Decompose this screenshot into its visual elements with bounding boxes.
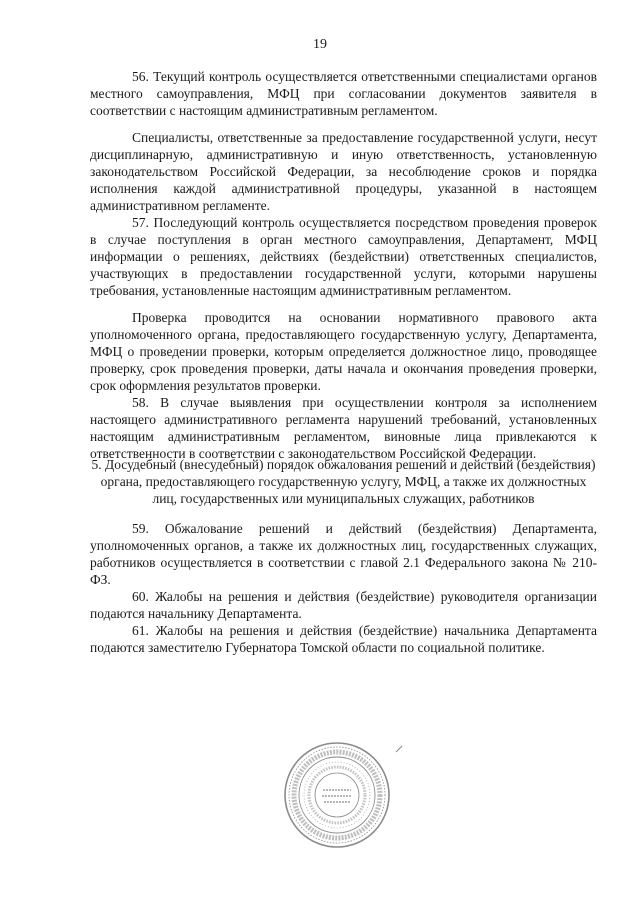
paragraph-57: 57. Последующий контроль осуществляется посредством проведения проверок в случае поступления в орган местного самоуправления, Департамент, МФЦ информации о решениях, действиях (бездействии) ответственных специалистов, участвующих в предоставлении государственной услуги, которыми нарушены требования, установленные настоящим административным регламентом. xyxy=(90,215,597,298)
paragraph-58: 58. В случае выявления при осуществлении контроля за исполнением настоящего административного регламента нарушений требований, установленных настоящим административным регламентом, виновные лица привлекаются к ответственности в соответствии с законодательством Российской Федерации. xyxy=(90,395,597,461)
page-number: 19 xyxy=(313,37,327,52)
paragraph-56: 56. Текущий контроль осуществляется ответственными специалистами органов местного самоуправления, МФЦ при согласовании документов заявителя в соответствии с настоящим административным регламентом. xyxy=(90,69,597,118)
section-heading: 5. Досудебный (внесудебный) порядок обжалования решений и действий (бездействия) органа, предоставляющего государственную услугу, МФЦ, а также их должностных лиц, государственных или муниципальных служащих, работников xyxy=(91,457,596,506)
paragraph-61: 61. Жалобы на решения и действия (бездействие) начальника Департамента подаются заместителю Губернатора Томской области по социальной политике. xyxy=(90,623,597,655)
ink-mark-icon xyxy=(394,744,404,754)
seal-stamp-icon xyxy=(282,740,392,850)
paragraph-inspection: Проверка проводится на основании нормативного правового акта уполномоченного органа, предоставляющего государственную услугу, Департамента, МФЦ о проведении проверки, которым определяется должностное лицо, проводящее проверку, срок проведения проверки, даты начала и окончания проведения проверки, срок оформления результатов проверки. xyxy=(90,310,597,393)
text-block-top xyxy=(90,68,597,462)
text-block-bottom xyxy=(90,520,597,656)
paragraph-60: 60. Жалобы на решения и действия (бездействие) руководителя организации подаются начальнику Департамента. xyxy=(90,589,597,621)
paragraph-specialists: Специалисты, ответственные за предоставление государственной услуги, несут дисциплинарную, административную и иную ответственность, установленную законодательством Российской Федерации, за несоблюдение сроков и порядка исполнения каждой административной процедуры, указанной в настоящем административном регламенте. xyxy=(90,130,597,213)
paragraph-59: 59. Обжалование решений и действий (бездействия) Департамента, уполномоченных органов, а также их должностных лиц, государственных служащих, работников осуществляется в соответствии с главой 2.1 Федерального закона № 210-ФЗ. xyxy=(90,521,597,587)
